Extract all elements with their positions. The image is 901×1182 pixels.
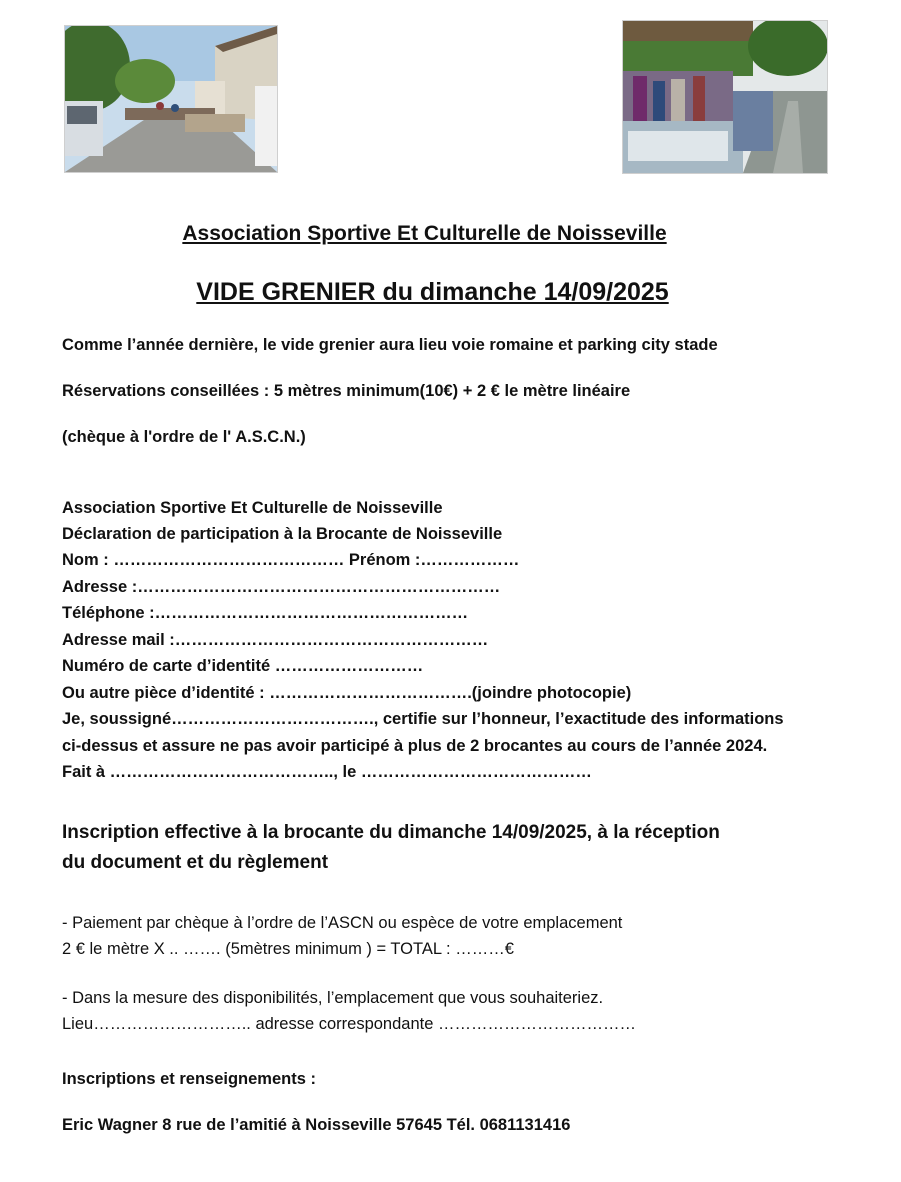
event-title: VIDE GRENIER du dimanche 14/09/2025 [196,278,669,306]
contact-details: Eric Wagner 8 rue de l’amitié à Noisseville 57645 Tél. 0681131416 [62,1116,571,1134]
certify-line-2: ci-dessus et assure ne pas avoir participé à plus de 2 brocantes au cours de l’année 2024. [62,737,768,755]
street-market-photo [64,25,278,173]
location-text: Comme l’année dernière, le vide grenier aura lieu voie romaine et parking city stade [62,336,718,354]
placement-line-2: Lieu……………………….. adresse correspondante ……………………………… [62,1015,636,1033]
certify-line-1: Je, soussigné………………………………., certifie sur l’honneur, l’exactitude des informations [62,710,784,728]
declaration-association: Association Sportive Et Culturelle de Noisseville [62,499,443,517]
payment-line-1: - Paiement par chèque à l’ordre de l’ASCN ou espèce de votre emplacement [62,914,623,932]
association-title: Association Sportive Et Culturelle de Noisseville [182,222,667,245]
declaration-title: Déclaration de participation à la Brocante de Noisseville [62,525,503,543]
payment-line-2: 2 € le mètre X .. ……. (5mètres minimum ) = TOTAL : ………€ [62,940,514,958]
telephone-field: Téléphone :………………………………………………… [62,604,469,622]
adresse-field: Adresse :………………………………………………………… [62,578,501,596]
fait-a-field: Fait à ………………………………….., le …………………………………… [62,763,592,781]
cheque-text: (chèque à l'ordre de l' A.S.C.N.) [62,428,306,446]
market-stalls-photo [622,20,828,174]
inscription-line-1: Inscription effective à la brocante du dimanche 14/09/2025, à la réception [62,822,720,843]
id-card-field: Numéro de carte d’identité ……………………… [62,657,424,675]
other-id-field: Ou autre pièce d’identité : ……………………………….(joindre photocopie) [62,684,632,702]
email-field: Adresse mail :………………………………………………… [62,631,489,649]
placement-line-1: - Dans la mesure des disponibilités, l’emplacement que vous souhaiteriez. [62,989,604,1007]
contact-label: Inscriptions et renseignements : [62,1070,316,1088]
reservations-text: Réservations conseillées : 5 mètres minimum(10€) + 2 € le mètre linéaire [62,382,631,400]
inscription-line-2: du document et du règlement [62,852,329,873]
nom-prenom-field: Nom : …………………………………… Prénom :……………… [62,551,520,569]
